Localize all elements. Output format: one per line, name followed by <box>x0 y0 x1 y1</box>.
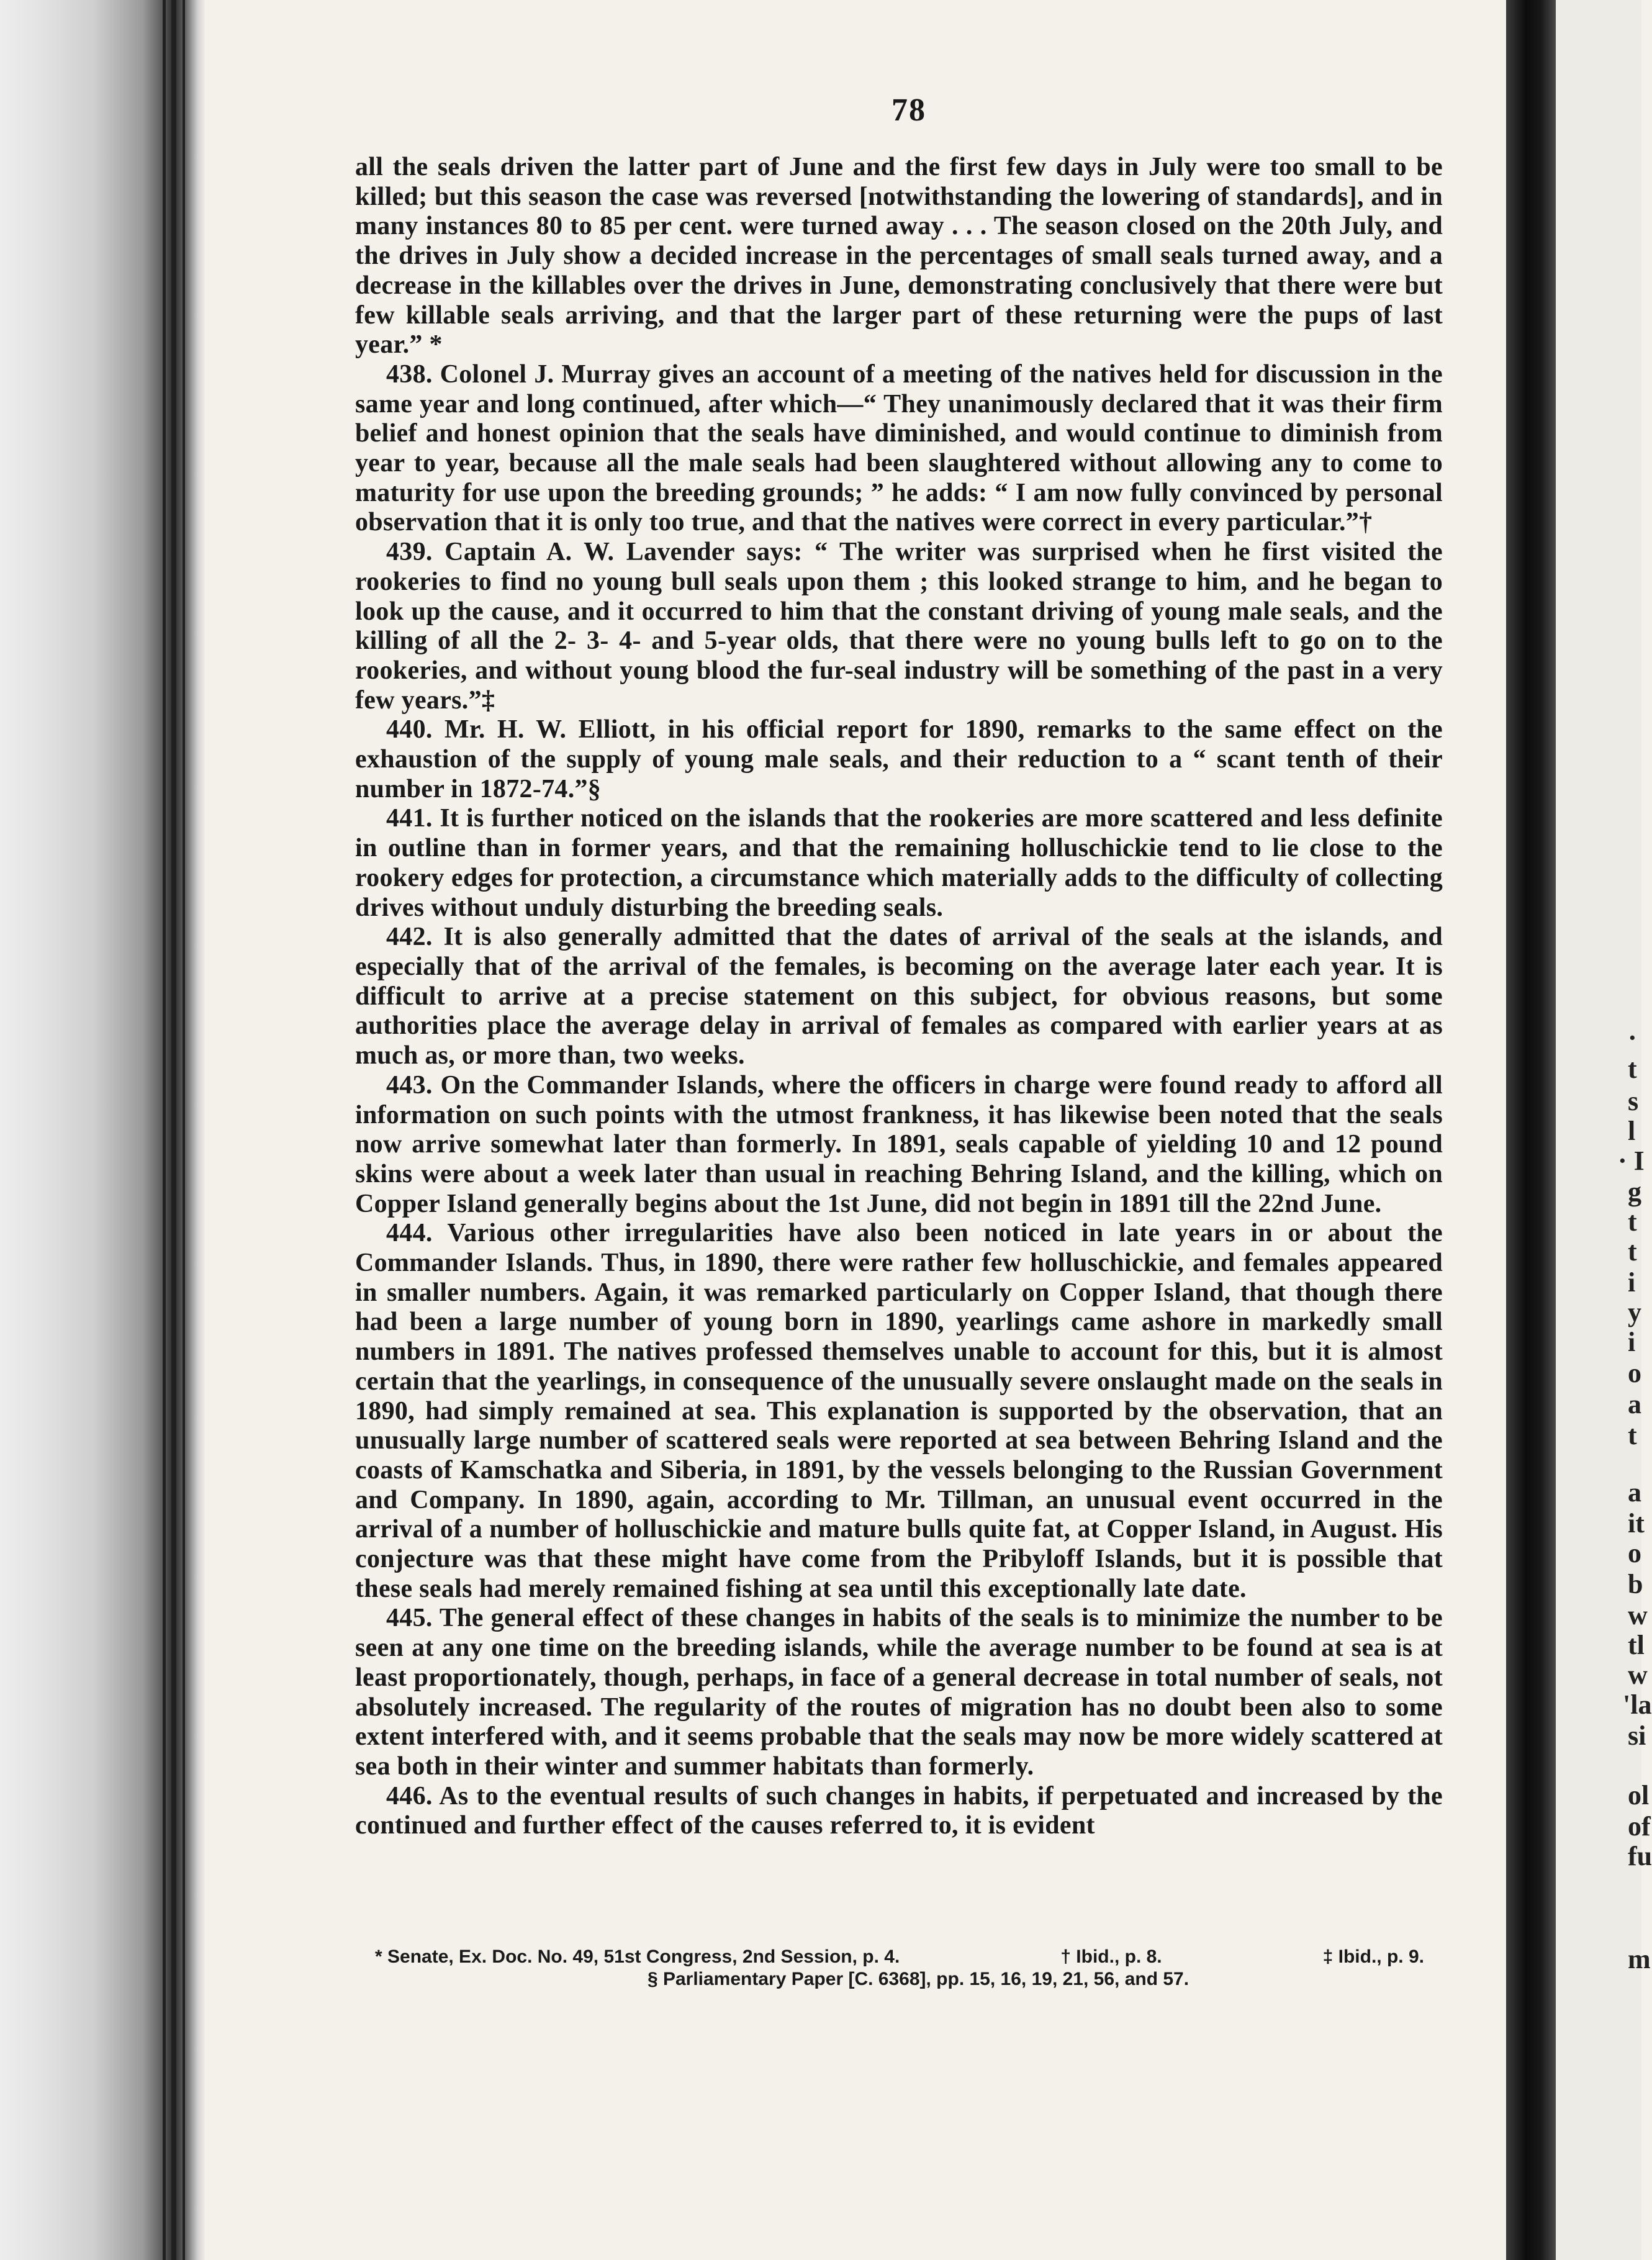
adjacent-page-fragment: ol <box>1628 1780 1650 1810</box>
page-gutter <box>1506 0 1556 2260</box>
adjacent-page-fragment: t <box>1628 1054 1637 1084</box>
adjacent-page-fragment: a <box>1628 1389 1641 1419</box>
footnotes <box>375 1946 1424 1991</box>
footnote-parliamentary-paper: § Parliamentary Paper [C. 6368], pp. 15, 16, 19, 21, 56, and 57. <box>647 1969 1189 1989</box>
adjacent-page-fragment: fu <box>1628 1841 1652 1871</box>
paragraph-439: 439. Captain A. W. Lavender says: “ The writer was surprised when he first visited the rookeries to find no young bull seals upon them ; this looked strange to him, and he began to look up the cause, and it occurred to him that the constant driving of young male seals, and the killing of all the 2- 3- 4- and 5-year olds, that there were no young bulls left to go on to the rookeries, and without young blood the fur-seal industry will be something of the past in a very few years.”‡ <box>355 538 1443 715</box>
paragraph-445: 445. The general effect of these changes in habits of the seals is to minimize the number to be seen at any one time on the breeding islands, while the average number to be found at sea is at least proportionately, though, perhaps, in face of a general decrease in total number of seals, not absolutely increased. The regularity of the routes of migration has no doubt been also to some extent interfered with, and it seems probable that the seals may now be more widely scattered at sea both in their winter and summer habitats than formerly. <box>355 1604 1443 1781</box>
page-number: 78 <box>891 93 926 128</box>
adjacent-page-fragment: · <box>1628 1023 1637 1053</box>
body-text <box>355 153 1443 1841</box>
adjacent-page-fragment: s <box>1628 1086 1639 1116</box>
footnote-row <box>375 1946 1424 1968</box>
paragraph-continued: all the seals driven the latter part of June and the first few days in July were too small to be killed; but this season the case was reversed [notwithstanding the lowering of standards], and in many instances 80 to 85 per cent. were turned away . . . The season closed on the 20th July, and the drives in July show a decided increase in the percentages of small seals turned away, and a decrease in the killables over the drives in June, demonstrating conclusively that there were but few killable seals arriving, and that the larger part of these returning were the pups of last year.” * <box>355 153 1443 359</box>
binding-rule <box>171 0 176 2260</box>
adjacent-page-fragment: 'la <box>1623 1689 1652 1720</box>
adjacent-page-fragment: b <box>1628 1569 1643 1599</box>
paragraph-440: 440. Mr. H. W. Elliott, in his official report for 1890, remarks to the same effect on the exhaustion of the supply of young male seals, and their reduction to a “ scant tenth of their number in 1872-74.”§ <box>355 715 1443 803</box>
adjacent-page-fragment: w <box>1628 1660 1648 1690</box>
adjacent-page-fragment: si <box>1628 1720 1646 1751</box>
adjacent-page-fragment: tl <box>1628 1630 1645 1660</box>
paragraph-441: 441. It is further noticed on the islands that the rookeries are more scattered and less definite in outline than in former years, and that the remaining holluschickie tend to lie close to the rookery edges for protection, a circumstance which materially adds to the difficulty of collecting drives without unduly disturbing the breeding seals. <box>355 804 1443 922</box>
book-binding <box>0 0 205 2260</box>
adjacent-page-fragment: g <box>1628 1177 1641 1207</box>
adjacent-page-edge <box>1556 0 1652 2260</box>
adjacent-page-fragment: w <box>1628 1600 1648 1630</box>
adjacent-page-fragment: m <box>1628 1944 1651 1974</box>
footnote-senate-doc: * Senate, Ex. Doc. No. 49, 51st Congress, 2nd Session, p. 4. <box>375 1946 900 1967</box>
adjacent-page-fragment: a <box>1628 1477 1641 1507</box>
adjacent-page-fragment: l <box>1628 1116 1636 1146</box>
binding-rule <box>163 0 166 2260</box>
adjacent-page-fragment: · I <box>1618 1146 1645 1176</box>
adjacent-page-fragment: o <box>1628 1538 1641 1568</box>
adjacent-page-fragment: t <box>1628 1236 1637 1267</box>
footnote-ibid-8: † Ibid., p. 8. <box>1060 1946 1162 1967</box>
paragraph-446: 446. As to the eventual results of such changes in habits, if perpetuated and increased by the continued and further effect of the causes referred to, it is evident <box>355 1781 1443 1840</box>
paragraph-442: 442. It is also generally admitted that the dates of arrival of the seals at the islands, and especially that of the arrival of the females, is becoming on the average later each year. It is difficult to arrive at a precise statement on this subject, for obvious reasons, but some authorities place the average delay in arrival of females as compared with earlier years at as much as, or more than, two weeks. <box>355 923 1443 1070</box>
adjacent-page-fragment: of <box>1628 1811 1651 1842</box>
adjacent-page-fragment: t <box>1628 1420 1637 1450</box>
adjacent-page-fragment: i <box>1628 1327 1636 1357</box>
footnote-ibid-9: ‡ Ibid., p. 9. <box>1322 1946 1424 1967</box>
adjacent-page-fragment: t <box>1628 1206 1637 1237</box>
paragraph-443: 443. On the Commander Islands, where the officers in charge were found ready to afford all information on such points with the utmost frankness, it has likewise been noted that the seals now arrive somewhat later than formerly. In 1891, seals capable of yielding 10 and 12 pound skins were about a week later than usual in reaching Behring Island, and the killing, which on Copper Island generally begins about the 1st June, did not begin in 1891 till the 22nd June. <box>355 1070 1443 1218</box>
binding-rule <box>183 0 185 2260</box>
adjacent-page-fragment: y <box>1628 1297 1641 1327</box>
adjacent-page-fragment: o <box>1628 1358 1641 1388</box>
paragraph-438: 438. Colonel J. Murray gives an account of a meeting of the natives held for discussion in the same year and long continued, after which—“ They unanimously declared that it was their firm belief and honest opinion that the seals have diminished, and would continue to diminish from year to year, because all the male seals had been slaughtered without allowing any to come to maturity for use upon the breeding grounds; ” he adds: “ I am now fully convinced by personal observation that it is only too true, and that the natives were correct in every particular.”† <box>355 359 1443 537</box>
paragraph-444: 444. Various other irregularities have also been noticed in late years in or about the Commander Islands. Thus, in 1890, there were rather few holluschickie, and females appeared in smaller numbers. Again, it was remarked particularly on Copper Island, that though there had been a large number of young born in 1890, yearlings came ashore in markedly small numbers in 1891. The natives professed themselves unable to account for this, but it is almost certain that the yearlings, in consequence of the unusually severe onslaught made on the seals in 1890, had simply remained at sea. This explanation is supported by the observation, that an unusually large number of scattered seals were reported at sea between Behring Island and the coasts of Kamschatka and Siberia, in 1891, by the vessels belonging to the Russian Government and Company. In 1890, again, according to Mr. Tillman, an unusual event occurred in the arrival of a number of holluschickie and mature bulls quite fat, at Copper Island, in August. His conjecture was that these might have come from the Pribyloff Islands, but it is possible that these seals had merely remained fishing at sea until this exceptionally late date. <box>355 1219 1443 1603</box>
adjacent-page-fragment: i <box>1628 1267 1636 1298</box>
adjacent-page-fragment: it <box>1628 1508 1645 1539</box>
